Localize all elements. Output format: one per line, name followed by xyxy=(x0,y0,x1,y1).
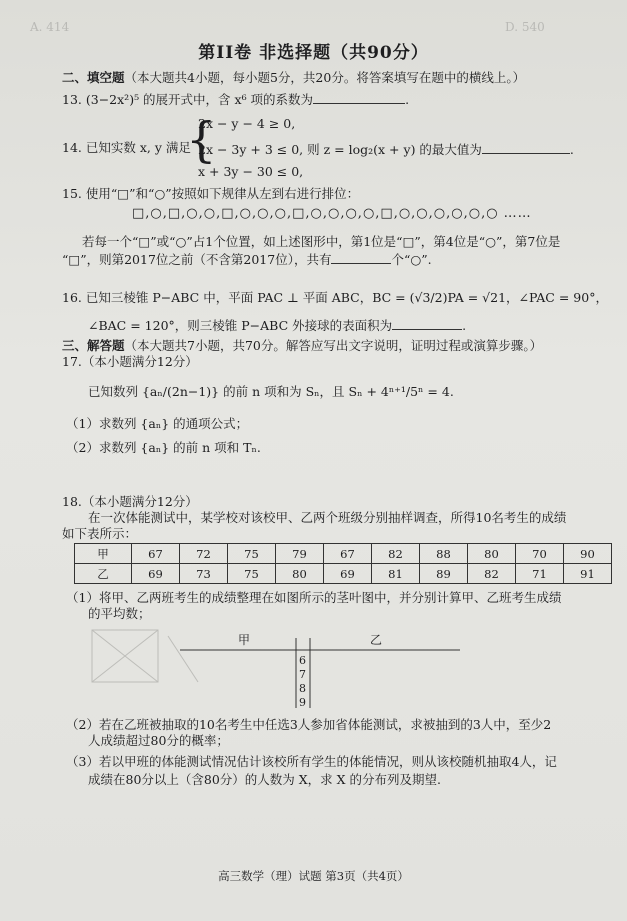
score-cell: 69 xyxy=(132,564,180,584)
question-18-stem: 在一次体能测试中，某学校对该校甲、乙两个班级分别抽样调查，所得10名考生的成绩 xyxy=(88,510,567,525)
scores-table xyxy=(74,543,612,584)
symbol-sequence: □,○,□,○,○,□,○,○,○,□,○,○,○,○,□,○,○,○,○,○,○ …… xyxy=(132,206,532,221)
question-18-part-3-cont: 成绩在80分以上（含80分）的人数为 X，求 X 的分布列及期望. xyxy=(88,772,442,787)
question-18: 18.（本小题满分12分） xyxy=(62,494,198,509)
row-label-a: 甲 xyxy=(75,544,132,564)
section-solution-header: 三、解答题（本大题共7小题，共70分。解答应写出文字说明，证明过程或演算步骤。） xyxy=(62,338,543,353)
table-row-class-b xyxy=(75,564,612,584)
stem-leaf-plot xyxy=(88,628,468,708)
question-18-part-2: （2）若在乙班被抽取的10名考生中任选3人参加省体能测试，求被抽到的3人中，至少2 xyxy=(66,717,552,732)
stem-digit: 6 xyxy=(299,654,306,667)
question-18-part-1: （1）将甲、乙两班考生的成绩整理在如图所示的茎叶图中，并分别计算甲、乙班考生成绩 xyxy=(66,590,562,605)
table-row-class-a xyxy=(75,544,612,564)
score-cell: 69 xyxy=(324,564,372,584)
plot-label-a: 甲 xyxy=(238,633,251,647)
score-cell: 88 xyxy=(420,544,468,564)
score-cell: 75 xyxy=(228,564,276,584)
brace: { xyxy=(186,112,217,168)
inequality-3: x + 3y − 30 ≤ 0, xyxy=(198,164,304,179)
question-17: 17.（本小题满分12分） xyxy=(62,354,198,369)
stem-digit: 9 xyxy=(299,696,306,708)
inequality-1: 2x − y − 4 ≥ 0, xyxy=(198,116,296,131)
score-cell: 72 xyxy=(180,544,228,564)
question-18-part-2-cont: 人成绩超过80分的概率； xyxy=(88,733,229,748)
score-cell: 81 xyxy=(372,564,420,584)
page-footer: 高三数学（理）试题 第3页（共4页） xyxy=(218,869,409,883)
page-title: 第II卷 非选择题（共90分） xyxy=(198,43,429,63)
score-cell: 80 xyxy=(276,564,324,584)
question-18-stem: 如下表所示： xyxy=(62,526,138,541)
row-label-b: 乙 xyxy=(75,564,132,584)
score-cell: 70 xyxy=(516,544,564,564)
question-18-part-3: （3）若以甲班的体能测试情况估计该校所有学生的体能情况，则从该校随机抽取4人，记 xyxy=(66,754,557,769)
show-through-figure xyxy=(92,630,198,682)
question-16: 16. 已知三棱锥 P−ABC 中，平面 PAC ⊥ 平面 ABC，BC = (√3/2)PA = √21，∠PAC = 90°， xyxy=(62,290,608,305)
question-17-part-1: （1）求数列 {aₙ} 的通项公式； xyxy=(66,416,249,431)
question-17-stem: 已知数列 {aₙ/(2n−1)} 的前 n 项和为 Sₙ，且 Sₙ + 4ⁿ⁺¹/5ⁿ = 4. xyxy=(88,384,454,399)
score-cell: 67 xyxy=(132,544,180,564)
section-fill-in-header: 二、填空题（本大题共4小题，每小题5分，共20分。将答案填写在题中的横线上。） xyxy=(62,70,526,85)
question-15-cont: “□”，则第2017位之前（不含第2017位），共有 个“○”. xyxy=(62,252,432,267)
question-14: 14. 已知实数 x, y 满足 xyxy=(62,140,191,155)
score-cell: 79 xyxy=(276,544,324,564)
score-cell: 73 xyxy=(180,564,228,584)
stem-digit: 8 xyxy=(299,682,306,695)
score-cell: 89 xyxy=(420,564,468,584)
score-cell: 90 xyxy=(564,544,612,564)
show-through-text: A. 414 xyxy=(30,20,70,34)
question-18-part-1-cont: 的平均数； xyxy=(88,606,151,621)
question-13: 13. (3−2x²)⁵ 的展开式中，含 x⁶ 项的系数为 . xyxy=(62,92,410,107)
plot-label-b: 乙 xyxy=(370,633,383,647)
inequality-2: 2x − 3y + 3 ≤ 0, 则 z = log₂(x + y) 的最大值为 . xyxy=(198,142,574,157)
question-15-cont: 若每一个“□”或“○”占1个位置，如上述图形中，第1位是“□”，第4位是“○”，第7位是 xyxy=(82,234,561,249)
score-cell: 82 xyxy=(468,564,516,584)
question-17-part-2: （2）求数列 {aₙ} 的前 n 项和 Tₙ. xyxy=(66,440,261,455)
show-through-text: D. 540 xyxy=(505,20,545,34)
score-cell: 75 xyxy=(228,544,276,564)
question-16-cont: ∠BAC = 120°，则三棱锥 P−ABC 外接球的表面积为 . xyxy=(88,318,467,333)
score-cell: 71 xyxy=(516,564,564,584)
stem-digit: 7 xyxy=(299,668,306,681)
score-cell: 67 xyxy=(324,544,372,564)
question-15: 15. 使用“□”和“○”按照如下规律从左到右进行排位： xyxy=(62,186,360,201)
score-cell: 82 xyxy=(372,544,420,564)
score-cell: 80 xyxy=(468,544,516,564)
score-cell: 91 xyxy=(564,564,612,584)
